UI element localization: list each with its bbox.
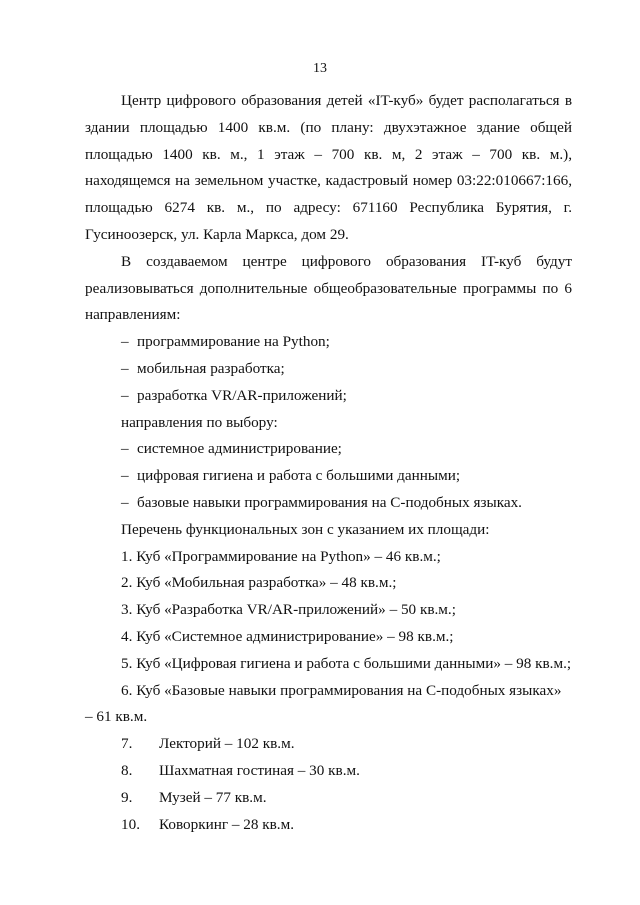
dash-marker: – xyxy=(121,386,129,404)
cube-item: 4. Куб «Системное администрирование» – 98 кв.м.; xyxy=(121,627,454,645)
dash-marker: – xyxy=(121,493,129,511)
zone-item: 7. Лекторий – 102 кв.м. xyxy=(121,735,295,753)
dash-marker: – xyxy=(121,440,129,458)
list-item: – базовые навыки программирования на С-подобных языках. xyxy=(85,490,572,517)
intro-paragraph: Центр цифрового образования детей «IT-куб» будет располагаться в здании площадью 1400 кв.м. (по плану: двухэтажное здание общей площадью 1400 кв. м., 1 этаж – 700 кв. м, 2 этаж – 700 кв. м.), находящемся на земельном участке, кадастровый номер 03:22:010667:166, площадью 6274 кв. м., по адресу: 671160 Республика Бурятия, г. Гусиноозерск, ул. Карла Маркса, дом 29. xyxy=(85,92,572,243)
list-item: – разработка VR/AR-приложений; xyxy=(85,383,572,410)
list-item: – системное администрирование; xyxy=(85,436,572,463)
page-number: 13 xyxy=(313,61,327,76)
dash-marker: – xyxy=(121,467,129,485)
dash-marker: – xyxy=(121,359,129,377)
cube-item: 1. Куб «Программирование на Python» – 46 кв.м.; xyxy=(121,547,441,565)
list-item: – цифровая гигиена и работа с большими данными; xyxy=(85,463,572,490)
document-body xyxy=(85,88,572,838)
choice-heading: направления по выбору: xyxy=(121,413,278,431)
list-item: – программирование на Python; xyxy=(85,329,572,356)
cube-item: 2. Куб «Мобильная разработка» – 48 кв.м.; xyxy=(121,574,397,592)
programs-paragraph: В создаваемом центре цифрового образования IT-куб будут реализовываться дополнительные общеобразовательные программы по 6 направлениям: xyxy=(85,252,572,324)
dash-marker: – xyxy=(121,333,129,351)
zone-item: 8. Шахматная гостиная – 30 кв.м. xyxy=(121,761,360,779)
cube-item: 5. Куб «Цифровая гигиена и работа с большими данными» – 98 кв.м.; xyxy=(121,654,572,672)
zone-item: 10. Коворкинг – 28 кв.м. xyxy=(121,815,295,833)
zones-heading: Перечень функциональных зон с указанием их площади: xyxy=(121,520,490,538)
cube-item: 6. Куб «Базовые навыки программирования на С-подобных языках» – 61 кв.м. xyxy=(85,681,562,726)
list-item: – мобильная разработка; xyxy=(85,356,572,383)
cube-item: 3. Куб «Разработка VR/AR-приложений» – 50 кв.м.; xyxy=(121,601,456,619)
zone-item: 9. Музей – 77 кв.м. xyxy=(121,788,267,806)
